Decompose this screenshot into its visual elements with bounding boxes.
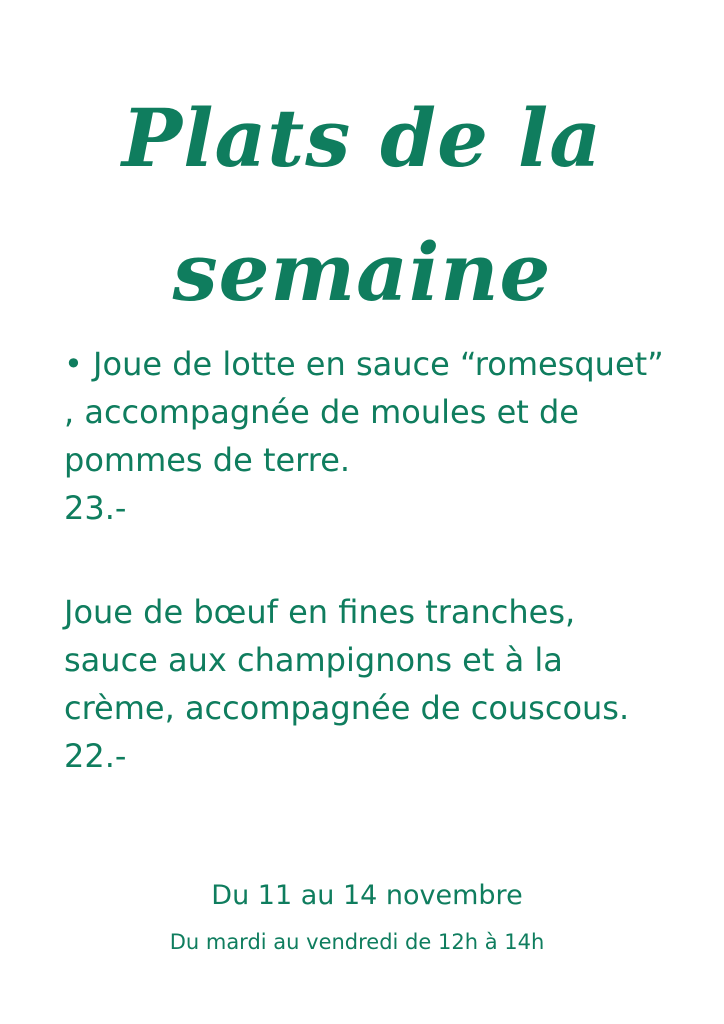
dish-item-beef [64, 588, 664, 780]
dish-item-monkfish [64, 340, 664, 532]
dish-price: 23.- [64, 489, 127, 527]
opening-hours: Du mardi au vendredi de 12h à 14h [169, 930, 545, 954]
dish-description: • Joue de lotte en sauce “romesquet” , accompagnée de moules et de pommes de terre. [64, 345, 664, 479]
dish-description: Joue de bœuf en fines tranches, sauce aux champignons et à la crème, accompagnée de couscous. [64, 593, 630, 727]
page-title-line-2: semaine [172, 225, 552, 319]
page-title-line-1: Plats de la [121, 91, 603, 185]
date-range: Du 11 au 14 novembre [211, 880, 523, 911]
dish-price: 22.- [64, 737, 127, 775]
